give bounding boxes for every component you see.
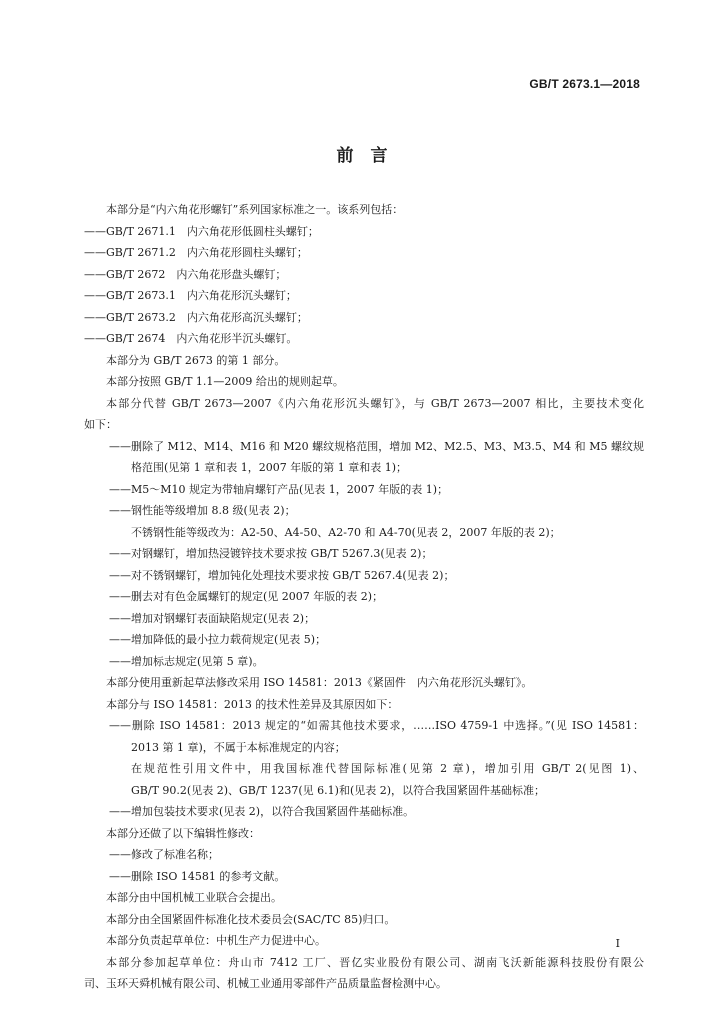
list-item: ——增加标志规定(见第 5 章)。 [109,654,264,668]
page-number: I [615,937,620,950]
list-item-continuation: 在规范性引用文件中，用我国标准代替国际标准(见第 2 章)，增加引用 GB/T 2(见图 1)、 [131,762,644,775]
list-item: ——钢性能等级增加 8.8 级(见表 2)； [109,504,296,517]
list-item: ——GB/T 2671.1 内六角花形低圆柱头螺钉； [84,224,319,238]
list-item: ——增加包装技术要求(见表 2)，以符合我国紧固件基础标准。 [109,805,415,818]
paragraph-line: 本部分负责起草单位：中机生产力促进中心。 [106,934,326,947]
paragraph-line: 本部分按照 GB/T 1.1—2009 给出的规则起草。 [106,375,344,388]
paragraph-line: 本部分代替 GB/T 2673—2007《内六角花形沉头螺钉》，与 GB/T 2673—2007 相比，主要技术变化 [106,396,644,410]
paragraph-line: 本部分参加起草单位：舟山市 7412 工厂、晋亿实业股份有限公司、湖南飞沃新能源科技股份有限公 [106,955,644,969]
paragraph-line: 本部分是“内六角花形螺钉”系列国家标准之一。该系列包括： [106,203,404,216]
paragraph-line: 本部分由中国机械工业联合会提出。 [106,891,282,904]
list-item: ——M5～M10 规定为带轴肩螺钉产品(见表 1，2007 年版的表 1)； [109,482,449,496]
list-item: ——GB/T 2672 内六角花形盘头螺钉； [84,267,287,281]
list-item: ——GB/T 2673.1 内六角花形沉头螺钉； [84,289,297,302]
list-item-continuation: 2013 第 1 章)，不属于本标准规定的内容； [131,740,346,754]
list-item: ——删除 ISO 14581：2013 规定的“如需其他技术要求，……ISO 4759-1 中选择。”(见 ISO 14581： [109,719,644,732]
page-title: 前 言 [336,146,388,166]
list-item: ——GB/T 2671.2 内六角花形圆柱头螺钉； [84,246,308,259]
list-item: ——删除 ISO 14581 的参考文献。 [109,869,286,883]
list-item: ——对钢螺钉，增加热浸镀锌技术要求按 GB/T 5267.3(见表 2)； [109,547,433,560]
paragraph-line: 本部分与 ISO 14581：2013 的技术性差异及其原因如下： [106,697,399,711]
list-item-continuation: GB/T 90.2(见表 2)、GB/T 1237(见 6.1)和(见表 2)，以符合我国紧固件基础标准； [131,783,546,797]
list-item: ——修改了标准名称； [109,848,219,861]
paragraph-line: 司、玉环天舜机械有限公司、机械工业通用零部件产品质量监督检测中心。 [84,977,447,990]
list-item: ——对不锈钢螺钉，增加钝化处理技术要求按 GB/T 5267.4(见表 2)； [109,568,455,582]
foreword-body [84,199,644,995]
list-item-continuation: 不锈钢性能等级改为：A2-50、A4-50、A2-70 和 A4-70(见表 2，2007 年版的表 2)； [131,525,561,539]
paragraph-line: 如下： [84,418,117,431]
list-item-continuation: 格范围(见第 1 章和表 1，2007 年版的第 1 章和表 1)； [131,461,408,474]
paragraph-line: 本部分为 GB/T 2673 的第 1 部分。 [106,353,286,367]
paragraph-line: 本部分使用重新起草法修改采用 ISO 14581：2013《紧固件 内六角花形沉头螺钉》。 [106,676,533,689]
list-item: ——增加降低的最小拉力载荷规定(见表 5)； [109,633,327,646]
list-item: ——增加对钢螺钉表面缺陷规定(见表 2)； [109,611,316,625]
list-item: ——删除了 M12、M14、M16 和 M20 螺纹规格范围，增加 M2、M2.5、M3、M3.5、M4 和 M5 螺纹规 [109,439,644,453]
list-item: ——删去对有色金属螺钉的规定(见 2007 年版的表 2)； [109,590,384,603]
paragraph-line: 本部分还做了以下编辑性修改： [106,826,260,840]
list-item: ——GB/T 2674 内六角花形半沉头螺钉。 [84,332,298,345]
standard-number-header: GB/T 2673.1—2018 [529,77,640,91]
list-item: ——GB/T 2673.2 内六角花形高沉头螺钉； [84,310,308,324]
paragraph-line: 本部分由全国紧固件标准化技术委员会(SAC/TC 85)归口。 [106,912,396,926]
